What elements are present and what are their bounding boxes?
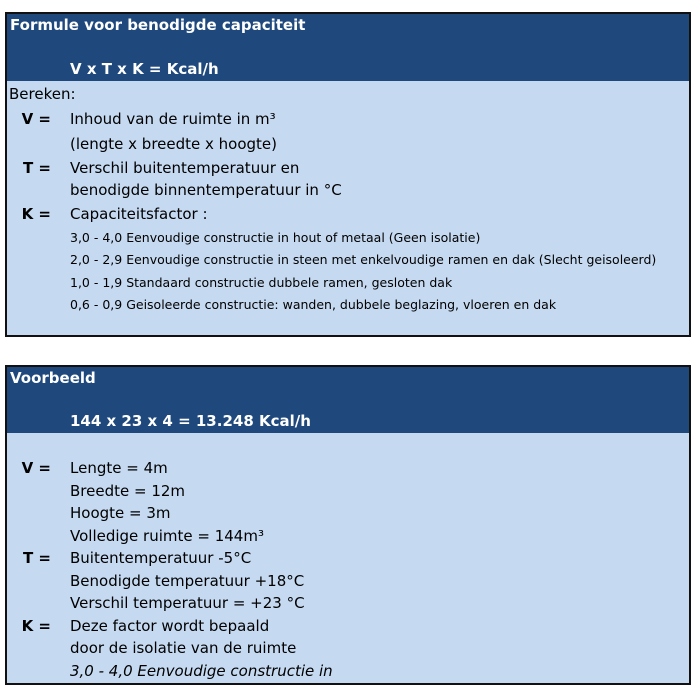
example-header xyxy=(7,367,689,433)
example-v-line: Breedte = 12m xyxy=(70,482,186,500)
factor-row: 1,0 - 1,9 Standaard constructie dubbele ramen, gesloten dak xyxy=(70,275,453,290)
example-k-label: K = xyxy=(21,617,51,635)
example-v-line: Hoogte = 3m xyxy=(70,504,171,522)
t-label: T = xyxy=(22,159,51,177)
intro-text: Bereken: xyxy=(9,85,76,103)
example-v-line: Volledige ruimte = 144m³ xyxy=(70,527,264,545)
t-line-1: Verschil buitentemperatuur en xyxy=(70,159,300,177)
example-formula: 144 x 23 x 4 = 13.248 Kcal/h xyxy=(70,412,311,430)
factor-row: 2,0 - 2,9 Eenvoudige constructie in steen met enkelvoudige ramen en dak (Slecht geisoleerd) xyxy=(70,252,657,267)
example-panel xyxy=(5,365,691,685)
example-v-label: V = xyxy=(21,459,51,477)
formula-title: Formule voor benodigde capaciteit xyxy=(10,16,306,34)
factor-row: 3,0 - 4,0 Eenvoudige constructie in hout of metaal (Geen isolatie) xyxy=(70,230,481,245)
example-k-italic: 3,0 - 4,0 Eenvoudige constructie in xyxy=(70,662,333,680)
v-line-1: Inhoud van de ruimte in m³ xyxy=(70,110,276,128)
t-line-2: benodigde binnentemperatuur in °C xyxy=(70,181,342,199)
formula-expression: V x T x K = Kcal/h xyxy=(70,60,219,78)
k-label: K = xyxy=(21,205,51,223)
formula-header xyxy=(7,14,689,81)
factor-row: 0,6 - 0,9 Geisoleerde constructie: wanden, dubbele beglazing, vloeren en dak xyxy=(70,297,557,312)
example-k-line: Deze factor wordt bepaald xyxy=(70,617,270,635)
example-t-line: Buitentemperatuur -5°C xyxy=(70,549,252,567)
example-title: Voorbeeld xyxy=(10,369,96,387)
example-t-label: T = xyxy=(22,549,51,567)
example-t-line: Verschil temperatuur = +23 °C xyxy=(70,594,305,612)
v-label: V = xyxy=(21,110,51,128)
k-line-1: Capaciteitsfactor : xyxy=(70,205,208,223)
example-k-line: door de isolatie van de ruimte xyxy=(70,639,297,657)
v-line-2: (lengte x breedte x hoogte) xyxy=(70,135,278,153)
formula-panel xyxy=(5,12,691,337)
example-v-line: Lengte = 4m xyxy=(70,459,168,477)
example-t-line: Benodigde temperatuur +18°C xyxy=(70,572,305,590)
